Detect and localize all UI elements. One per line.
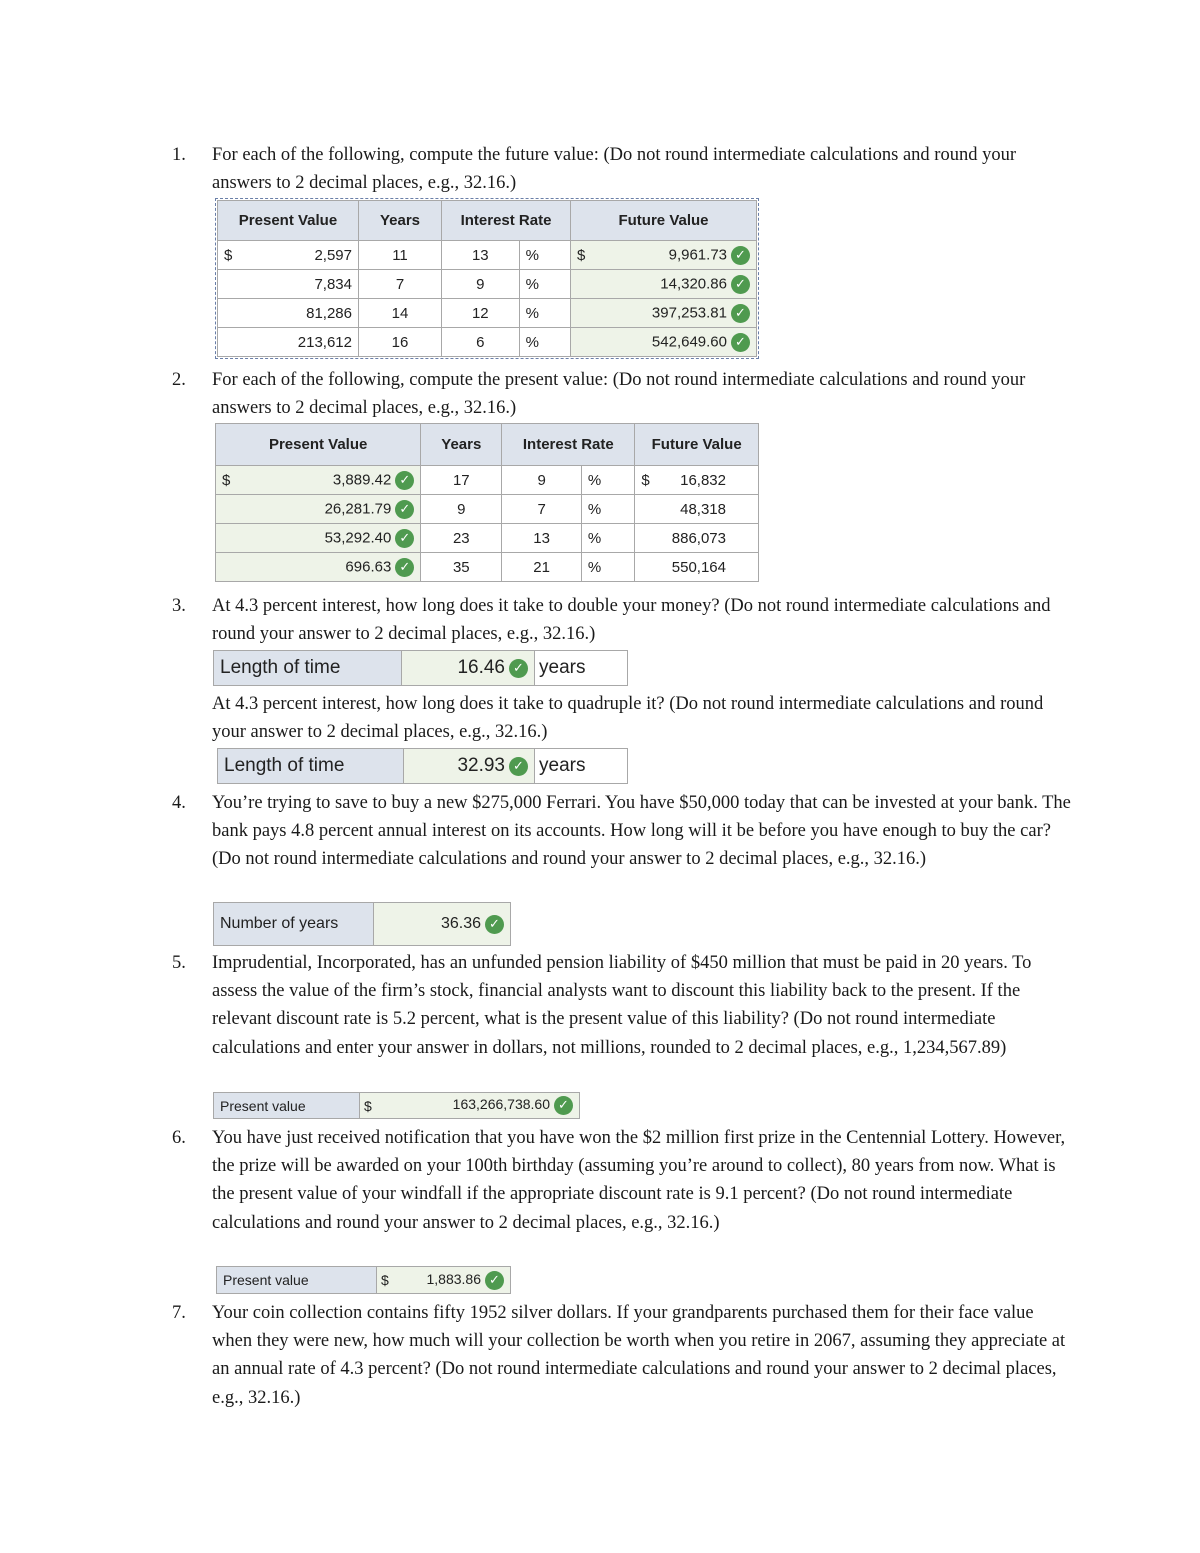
present-value-answer[interactable]: 53,292.40 ✓ xyxy=(216,524,421,553)
future-value-cell: 16,832 xyxy=(657,466,758,495)
answer-unit: years xyxy=(535,749,627,783)
table-row xyxy=(216,466,759,495)
check-circle-icon: ✓ xyxy=(554,1096,573,1115)
table-row xyxy=(218,270,757,299)
answer-label: Number of years xyxy=(214,903,374,945)
check-circle-icon: ✓ xyxy=(509,757,528,776)
question-text: At 4.3 percent interest, how long does it take to quadruple it? (Do not round intermediate calculations and round your answer to 2 decimal places, e.g., 32.16.) xyxy=(212,694,1044,743)
question-5 xyxy=(172,949,1072,1062)
years-answer-box xyxy=(213,902,511,946)
question-3 xyxy=(172,592,1072,648)
table-row xyxy=(216,495,759,524)
present-value-answer[interactable]: 3,889.42 ✓ xyxy=(238,466,421,495)
lottery-pv-answer-box xyxy=(216,1266,511,1294)
table-row xyxy=(218,241,757,270)
future-value-cell: 48,318 xyxy=(635,495,759,524)
table-row xyxy=(216,553,759,582)
check-circle-icon: ✓ xyxy=(731,304,750,323)
rate-cell: 13 xyxy=(442,241,520,270)
future-value-table xyxy=(217,200,757,357)
rate-cell: 9 xyxy=(502,466,582,495)
future-value-cell: 886,073 xyxy=(635,524,759,553)
rate-cell: 13 xyxy=(502,524,582,553)
years-cell: 14 xyxy=(359,299,442,328)
check-circle-icon: ✓ xyxy=(395,529,414,548)
question-number: 1. xyxy=(172,145,186,165)
col-years: Years xyxy=(359,201,442,241)
question-text: Your coin collection contains fifty 1952 silver dollars. If your grandparents purchased them for their face value when they were new, how much will your collection be worth when you retire in 2067, assuming they appreciate at an annual rate of 4.3 percent? (Do not round intermediate calculations and round your answer to 2 decimal places, e.g., 32.16.) xyxy=(212,1303,1066,1408)
quadruple-time-answer[interactable]: 32.93 ✓ xyxy=(404,749,535,783)
present-value-cell: 81,286 xyxy=(218,299,359,328)
years-cell: 23 xyxy=(421,524,502,553)
answer-label: Length of time xyxy=(218,749,404,783)
question-number: 6. xyxy=(172,1128,186,1148)
years-cell: 11 xyxy=(359,241,442,270)
answer-label: Length of time xyxy=(214,651,402,685)
answer-unit: years xyxy=(535,651,627,685)
double-time-answer[interactable]: 16.46 ✓ xyxy=(402,651,535,685)
future-value-answer[interactable]: 397,253.81 ✓ xyxy=(571,299,757,328)
double-time-answer-box xyxy=(213,650,628,686)
years-cell: 9 xyxy=(421,495,502,524)
present-value-table xyxy=(215,423,759,582)
check-circle-icon: ✓ xyxy=(731,333,750,352)
question-number: 4. xyxy=(172,793,186,813)
years-cell: 35 xyxy=(421,553,502,582)
quadruple-time-answer-box xyxy=(217,748,628,784)
rate-cell: 6 xyxy=(442,328,520,357)
check-circle-icon: ✓ xyxy=(731,246,750,265)
lottery-pv-answer[interactable]: $ 1,883.86 ✓ xyxy=(377,1267,510,1293)
question-number: 5. xyxy=(172,953,186,973)
question-number: 2. xyxy=(172,370,186,390)
question-2 xyxy=(172,366,1072,422)
answer-label: Present value xyxy=(214,1093,360,1118)
percent-cell: % xyxy=(581,553,634,582)
percent-cell: % xyxy=(519,328,570,357)
currency-cell: $ xyxy=(571,241,594,270)
rate-cell: 12 xyxy=(442,299,520,328)
question-4 xyxy=(172,789,1072,874)
question-text: At 4.3 percent interest, how long does it take to double your money? (Do not round intermediate calculations and round your answer to 2 decimal places, e.g., 32.16.) xyxy=(212,596,1051,645)
col-present-value: Present Value xyxy=(218,201,359,241)
years-cell: 16 xyxy=(359,328,442,357)
present-value-cell: $ 2,597 xyxy=(218,241,359,270)
years-cell: 17 xyxy=(421,466,502,495)
col-future-value: Future Value xyxy=(635,424,759,466)
future-value-cell: 550,164 xyxy=(635,553,759,582)
percent-cell: % xyxy=(581,495,634,524)
table-row xyxy=(218,328,757,357)
table-row xyxy=(216,524,759,553)
pension-pv-answer[interactable]: $ 163,266,738.60 ✓ xyxy=(360,1093,579,1118)
question-text: You have just received notification that you have won the $2 million first prize in the Centennial Lottery. However, the prize will be awarded on your 100th birthday (assuming you’re around to collect), 80 years from now. What is the present value of your windfall if the appropriate discount rate is 9.1 percent? (Do not round intermediate calculations and round your answer to 2 decimal places, e.g., 32.16.) xyxy=(212,1128,1066,1233)
question-3b xyxy=(172,690,1072,746)
question-number: 3. xyxy=(172,596,186,616)
years-answer[interactable]: 36.36 ✓ xyxy=(374,903,510,945)
present-value-cell: 213,612 xyxy=(218,328,359,357)
future-value-answer[interactable]: 9,961.73 ✓ xyxy=(593,241,757,270)
question-7 xyxy=(172,1299,1072,1412)
percent-cell: % xyxy=(519,270,570,299)
table-row xyxy=(218,299,757,328)
question-number: 7. xyxy=(172,1303,186,1323)
question-text: Imprudential, Incorporated, has an unfunded pension liability of $450 million that must be paid in 20 years. To assess the value of the firm’s stock, financial analysts want to discount this liability back to the present. If the relevant discount rate is 5.2 percent, what is the present value of this liability? (Do not round intermediate calculations and enter your answer in dollars, not millions, rounded to 2 decimal places, e.g., 1,234,567.89) xyxy=(212,953,1032,1058)
check-circle-icon: ✓ xyxy=(509,659,528,678)
check-circle-icon: ✓ xyxy=(485,1271,504,1290)
percent-cell: % xyxy=(581,466,634,495)
col-future-value: Future Value xyxy=(571,201,757,241)
currency-cell: $ xyxy=(635,466,658,495)
col-present-value: Present Value xyxy=(216,424,421,466)
present-value-cell: 7,834 xyxy=(218,270,359,299)
check-circle-icon: ✓ xyxy=(485,915,504,934)
percent-cell: % xyxy=(581,524,634,553)
question-1 xyxy=(172,141,1072,197)
years-cell: 7 xyxy=(359,270,442,299)
rate-cell: 9 xyxy=(442,270,520,299)
question-text: For each of the following, compute the future value: (Do not round intermediate calculations and round your answers to 2 decimal places, e.g., 32.16.) xyxy=(212,145,1017,194)
rate-cell: 7 xyxy=(502,495,582,524)
question-text: For each of the following, compute the present value: (Do not round intermediate calculations and round your answers to 2 decimal places, e.g., 32.16.) xyxy=(212,370,1026,419)
check-circle-icon: ✓ xyxy=(395,558,414,577)
col-interest-rate: Interest Rate xyxy=(502,424,635,466)
answer-label: Present value xyxy=(217,1267,377,1293)
col-years: Years xyxy=(421,424,502,466)
col-interest-rate: Interest Rate xyxy=(442,201,571,241)
future-value-answer[interactable]: 14,320.86 ✓ xyxy=(571,270,757,299)
question-6 xyxy=(172,1124,1072,1237)
pension-pv-answer-box xyxy=(213,1092,580,1119)
percent-cell: % xyxy=(519,299,570,328)
present-value-answer[interactable]: 26,281.79 ✓ xyxy=(216,495,421,524)
future-value-answer[interactable]: 542,649.60 ✓ xyxy=(571,328,757,357)
check-circle-icon: ✓ xyxy=(395,500,414,519)
currency-cell: $ xyxy=(216,466,239,495)
present-value-answer[interactable]: 696.63 ✓ xyxy=(216,553,421,582)
rate-cell: 21 xyxy=(502,553,582,582)
check-circle-icon: ✓ xyxy=(395,471,414,490)
question-text: You’re trying to save to buy a new $275,000 Ferrari. You have $50,000 today that can be invested at your bank. The bank pays 4.8 percent annual interest on its accounts. How long will it be before you have enough to buy the car? (Do not round intermediate calculations and round your answer to 2 decimal places, e.g., 32.16.) xyxy=(212,793,1071,870)
check-circle-icon: ✓ xyxy=(731,275,750,294)
percent-cell: % xyxy=(519,241,570,270)
